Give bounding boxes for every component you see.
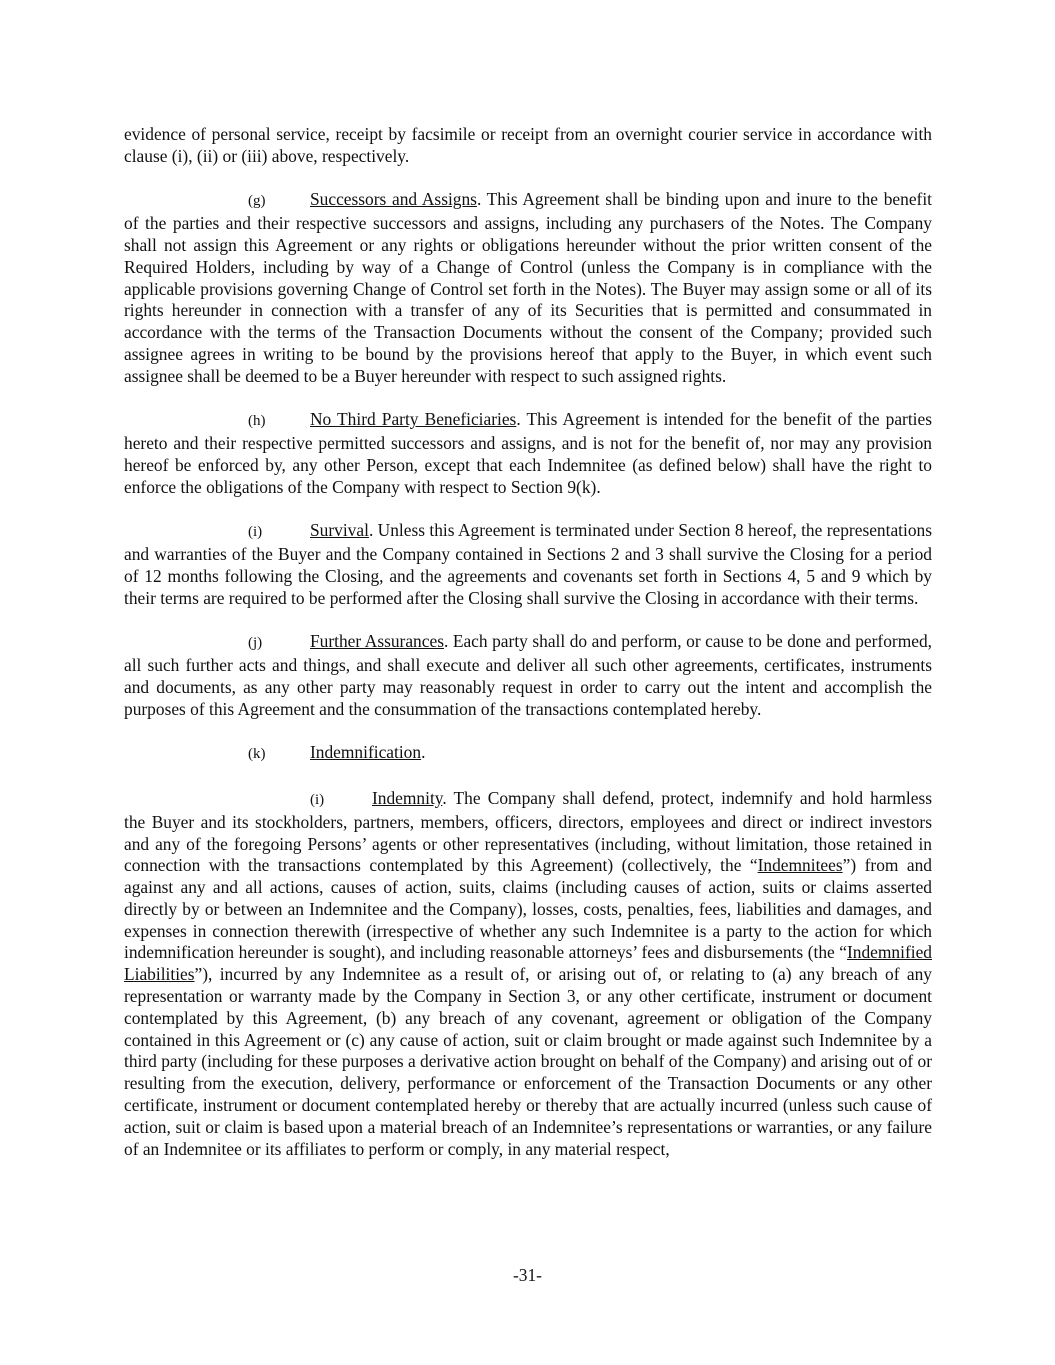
section-i-heading: Survival	[310, 520, 369, 541]
section-j-heading: Further Assurances	[310, 631, 444, 652]
section-k-i	[124, 788, 932, 1161]
section-h-text: . This Agreement is intended for the benefit of the parties hereto and their respective permitted successors and assigns, and is not for the benefit of, nor may any provision hereof be enforced by, any other Person, except that each Indemnitee (as defined below) shall have the right to enforce the obligations of the Company with respect to Section 9(k).	[124, 409, 933, 497]
section-h	[124, 409, 932, 498]
paragraph-intro	[124, 124, 932, 168]
section-k-i-text-3: ”), incurred by any Indemnitee as a result of, or arising out of, or relating to (a) any breach of any representation or warranty made by the Company in Section 3, or any other certificate, instrument or document contemplated by this Agreement, (b) any breach of any covenant, agreement or obligation of the Company contained in this Agreement or (c) any cause of action, suit or claim brought or made against such Indemnitee by a third party (including for these purposes a derivative action brought on behalf of the Company) and arising out of or resulting from the execution, delivery, performance or enforcement of the Transaction Documents or any other certificate, instrument or document contemplated hereby or thereby that are actually incurred (unless such cause of action, suit or claim is based upon a material breach of an Indemnitee’s representations or warranties, or any failure of an Indemnitee or its affiliates to perform or comply, in any material respect,	[124, 964, 932, 1159]
page-number: -31-	[513, 1265, 542, 1285]
section-i-text: . Unless this Agreement is terminated under Section 8 hereof, the representations and warranties of the Buyer and the Company contained in Sections 2 and 3 shall survive the Closing for a period of 12 months following the Closing, and the agreements and covenants set forth in Sections 4, 5 and 9 which by their terms are required to be performed after the Closing shall survive the Closing in accordance with their terms.	[124, 520, 932, 608]
section-j-text: . Each party shall do and perform, or cause to be done and performed, all such further acts and things, and shall execute and deliver all such other agreements, certificates, instruments and documents, as any other party may reasonably request in order to carry out the intent and accomplish the purposes of this Agreement and the consummation of the transactions contemplated hereby.	[124, 631, 932, 719]
section-k-label: (k)	[248, 746, 266, 763]
section-k-text: .	[421, 742, 426, 763]
section-g-text: . This Agreement shall be binding upon and inure to the benefit of the parties and their respective successors and assigns, including any purchasers of the Notes. The Company shall not assign this Agreement or any rights or obligations hereunder without the prior written consent of the Required Holders, including by way of a Change of Control (unless the Company is in compliance with the applicable provisions governing Change of Control set forth in the Notes). The Buyer may assign some or all of its rights hereunder in connection with a transfer of any of its Securities that is permitted and consummated in accordance with the terms of the Transaction Documents without the consent of the Company; provided such assignee agrees in writing to be bound by the provisions hereof that apply to the Buyer, in which event such assignee shall be deemed to be a Buyer hereunder with respect to such assigned rights.	[124, 189, 932, 386]
section-h-label: (h)	[248, 413, 266, 430]
section-g	[124, 189, 932, 387]
section-k-heading: Indemnification	[310, 742, 422, 763]
term-indemnified-liabilities: Indemnified Liabilities	[124, 942, 932, 985]
document-page	[124, 124, 932, 1182]
section-k-i-heading: Indemnity	[372, 787, 443, 808]
section-g-heading: Successors and Assigns	[310, 189, 477, 210]
section-i	[124, 520, 932, 609]
section-g-label: (g)	[248, 193, 266, 210]
paragraph-intro-text: evidence of personal service, receipt by facsimile or receipt from an overnight courier service in accordance with clause (i), (ii) or (iii) above, respectively.	[124, 124, 932, 166]
section-k-i-label: (i)	[310, 791, 325, 808]
section-k	[124, 742, 932, 766]
section-j	[124, 631, 932, 720]
section-k-i-text-2: ”) from and against any and all actions, causes of action, suits, claims (including causes of action, suits or claims asserted directly by or between an Indemnitee and the Company), losses, costs, penalties, fees, liabilities and damages, and expenses in connection therewith (irrespective of whether any such Indemnitee is a party to the action for which indemnification hereunder is sought), and including reasonable attorneys’ fees and disbursements (the “	[124, 855, 932, 963]
section-i-label: (i)	[248, 524, 263, 541]
section-k-i-text-1: . The Company shall defend, protect, indemnify and hold harmless the Buyer and its stockholders, partners, members, officers, directors, employees and direct or indirect investors and any of the foregoing Persons’ agents or other representatives (including, without limitation, those retained in connection with the transactions contemplated by this Agreement) (collectively, the “	[124, 787, 932, 876]
section-h-heading: No Third Party Beneficiaries	[310, 409, 517, 430]
section-j-label: (j)	[248, 635, 263, 652]
term-indemnitees: Indemnitees	[757, 855, 843, 876]
